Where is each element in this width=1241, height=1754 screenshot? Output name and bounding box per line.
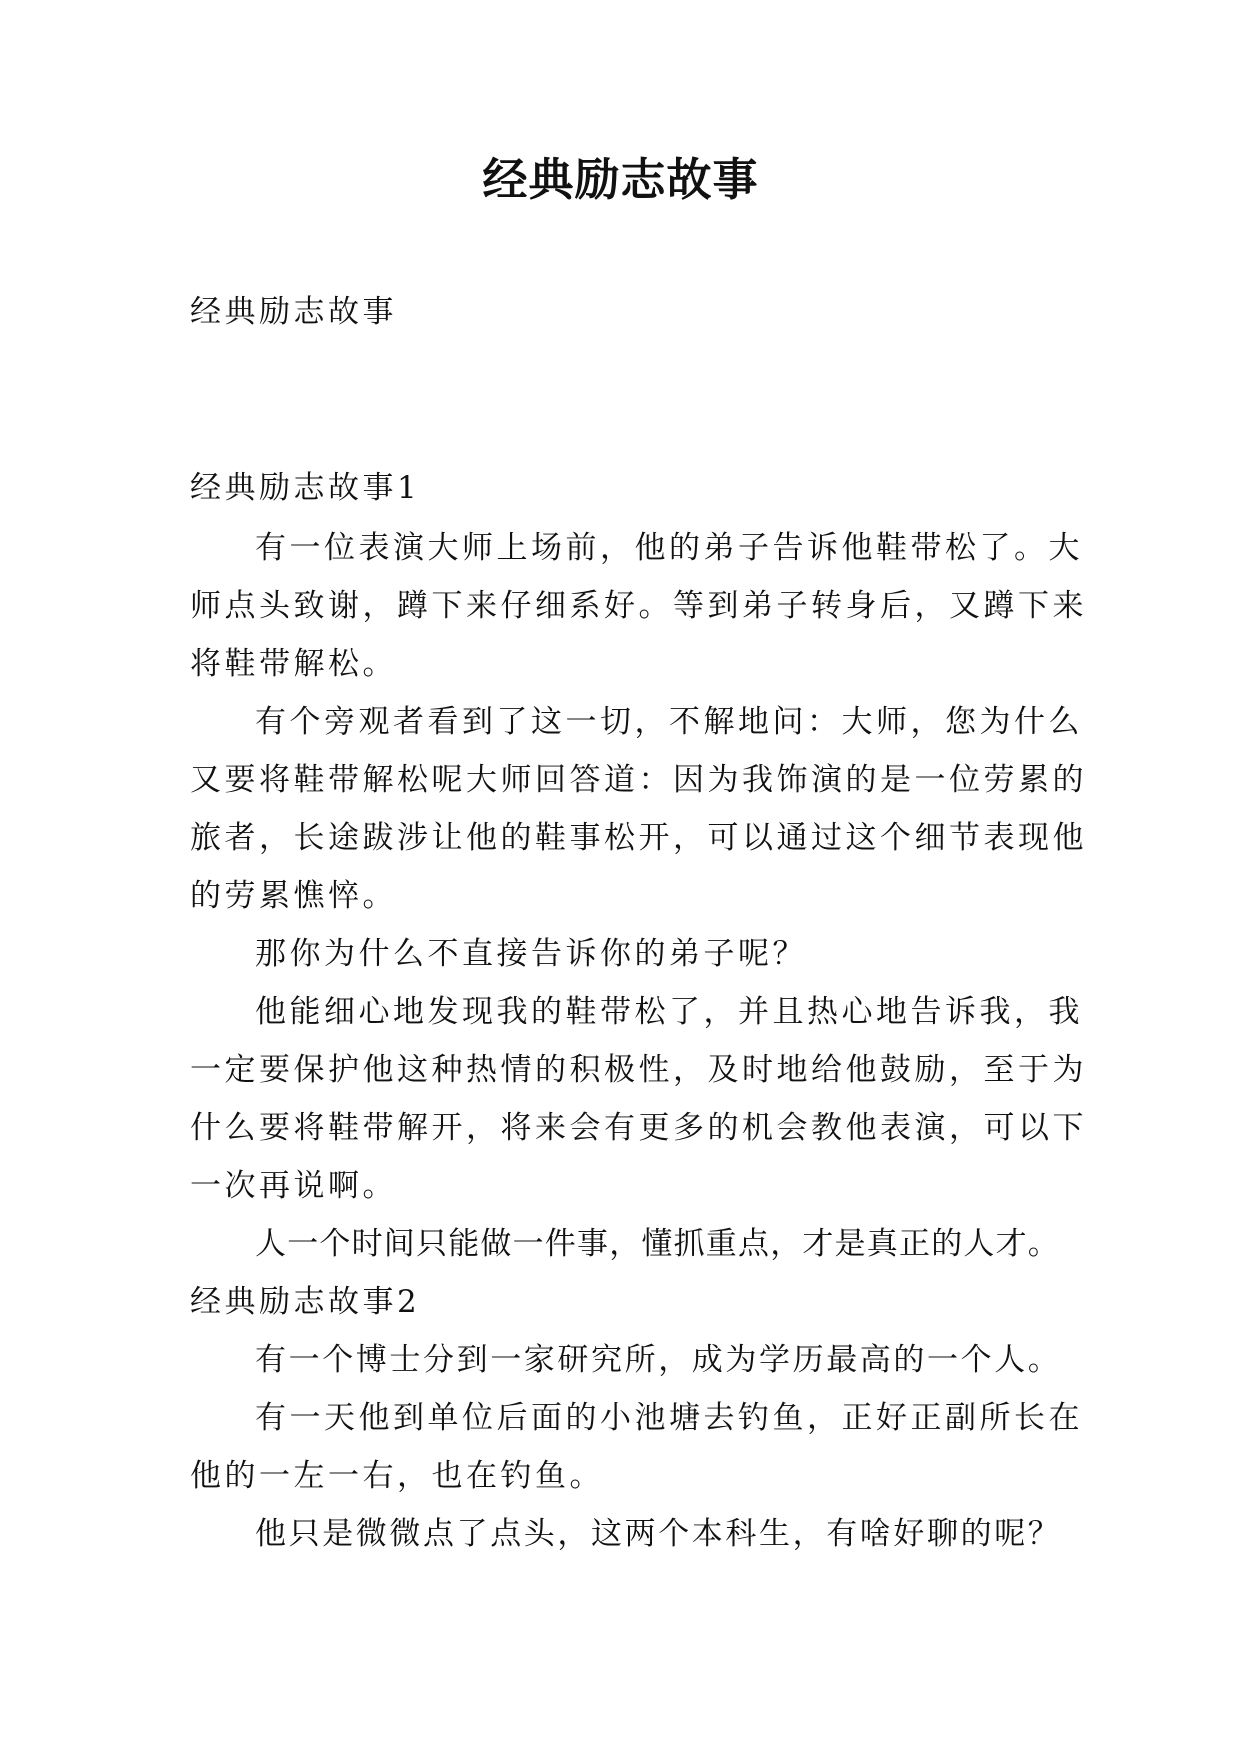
paragraph-line: 有一天他到单位后面的小池塘去钓鱼，正好正副所长在 [255, 1400, 1083, 1436]
paragraph-line: 又要将鞋带解松呢大师回答道：因为我饰演的是一位劳累的 [190, 762, 1087, 798]
paragraph-line: 那你为什么不直接告诉你的弟子呢？ [255, 936, 807, 972]
paragraph-line: 旅者，长途跋涉让他的鞋事松开，可以通过这个细节表现他 [190, 820, 1087, 856]
document-subtitle: 经典励志故事 [190, 294, 397, 330]
paragraph-line: 他的一左一右，也在钓鱼。 [190, 1458, 604, 1494]
paragraph-line: 他能细心地发现我的鞋带松了，并且热心地告诉我，我 [255, 994, 1083, 1030]
document-title: 经典励志故事 [482, 153, 759, 206]
paragraph-line: 有个旁观者看到了这一切，不解地问：大师，您为什么 [255, 704, 1083, 740]
paragraph-line: 将鞋带解松。 [190, 646, 397, 682]
paragraph-line: 什么要将鞋带解开，将来会有更多的机会教他表演，可以下 [190, 1110, 1087, 1146]
paragraph-line: 有一个博士分到一家研究所，成为学历最高的一个人。 [255, 1342, 1062, 1378]
paragraph-line: 有一位表演大师上场前，他的弟子告诉他鞋带松了。大 [255, 530, 1083, 566]
paragraph-line: 一次再说啊。 [190, 1168, 397, 1204]
paragraph-line: 一定要保护他这种热情的积极性，及时地给他鼓励，至于为 [190, 1052, 1087, 1088]
paragraph-line: 的劳累憔悴。 [190, 878, 397, 914]
paragraph-line: 师点头致谢，蹲下来仔细系好。等到弟子转身后，又蹲下来 [190, 588, 1087, 624]
section-heading-1: 经典励志故事1 [190, 470, 421, 506]
paragraph-line: 他只是微微点了点头，这两个本科生，有啥好聊的呢？ [255, 1516, 1062, 1552]
paragraph-line: 人一个时间只能做一件事，懂抓重点，才是真正的人才。 [255, 1226, 1060, 1262]
section-heading-2: 经典励志故事2 [190, 1284, 421, 1320]
